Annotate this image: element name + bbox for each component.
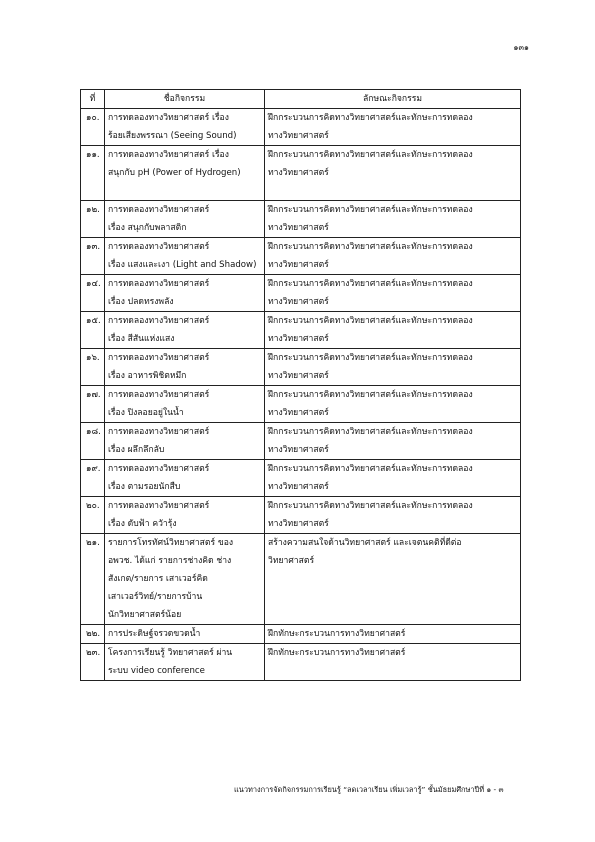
activity-type-line: ฝึกกระบวนการคิดทางวิทยาศาสตร์และทักษะการทดลอง: [268, 353, 473, 363]
activity-type-cell: [265, 146, 521, 201]
row-number: ๒๓.: [81, 644, 105, 681]
row-number: ๑๖.: [81, 349, 105, 386]
table-row: [81, 386, 521, 423]
table-row: [81, 534, 521, 625]
activity-name-line: การทดลองทางวิทยาศาสตร์: [108, 464, 210, 474]
activity-type-line: ฝึกทักษะกระบวนการทางวิทยาศาสตร์: [268, 648, 406, 658]
activity-name-line: การทดลองทางวิทยาศาสตร์ เรื่อง: [108, 150, 229, 160]
activity-type-cell: [265, 644, 521, 681]
activity-type-line: [268, 588, 517, 606]
row-number: ๒๐.: [81, 497, 105, 534]
row-number: ๑๙.: [81, 460, 105, 497]
activity-name-cell: [105, 349, 265, 386]
activity-type-cell: [265, 238, 521, 275]
table-row: [81, 423, 521, 460]
row-number: ๑๐.: [81, 109, 105, 146]
activity-name-line: เรื่อง แสงและเงา (Light and Shadow): [108, 260, 257, 270]
activity-name-cell: [105, 625, 265, 644]
row-number: ๑๔.: [81, 275, 105, 312]
activity-type-line: [268, 570, 517, 588]
activity-type-line: ทางวิทยาศาสตร์: [268, 408, 329, 418]
activity-name-line: เรื่อง ผลึกลึกลับ: [108, 445, 165, 455]
table-row: [81, 460, 521, 497]
activity-type-cell: [265, 312, 521, 349]
row-number: ๑๘.: [81, 423, 105, 460]
activity-name-line: การทดลองทางวิทยาศาสตร์: [108, 205, 210, 215]
activity-type-line: ทางวิทยาศาสตร์: [268, 445, 329, 455]
header-activity-type: ลักษณะกิจกรรม: [265, 90, 521, 109]
activity-name-cell: [105, 146, 265, 201]
activity-name-line: เรื่อง ปลดทรงพลัง: [108, 297, 174, 307]
activity-name-line: เรื่อง ปิงลอยอยู่ในน้ำ: [108, 408, 184, 418]
table-row: [81, 275, 521, 312]
page-number: ๑๓๑: [513, 43, 529, 52]
table-row: [81, 349, 521, 386]
activity-type-line: [268, 182, 517, 200]
activity-name-cell: [105, 460, 265, 497]
table-row: [81, 146, 521, 201]
row-number: ๑๒.: [81, 201, 105, 238]
activity-type-cell: [265, 386, 521, 423]
activity-type-line: ฝึกกระบวนการคิดทางวิทยาศาสตร์และทักษะการทดลอง: [268, 501, 473, 511]
activity-type-cell: [265, 497, 521, 534]
activity-type-line: ทางวิทยาศาสตร์: [268, 482, 329, 492]
activity-name-line: เรื่อง อาหารพิชิตหมึก: [108, 371, 187, 381]
activity-type-line: สร้างความสนใจด้านวิทยาศาสตร์ และเจตนคติที่ดีต่อ: [268, 538, 462, 548]
page-footer: แนวทางการจัดกิจกรรมการเรียนรู้ “ลดเวลาเรียน เพิ่มเวลารู้” ชั้นมัธยมศึกษาปีที่ ๑ - ๓: [234, 785, 504, 794]
activity-type-cell: [265, 109, 521, 146]
table-row: [81, 312, 521, 349]
activity-type-line: [268, 606, 517, 624]
activity-type-line: วิทยาศาสตร์: [268, 556, 315, 566]
activity-type-line: ทางวิทยาศาสตร์: [268, 260, 329, 270]
activity-name-line: การทดลองทางวิทยาศาสตร์: [108, 242, 210, 252]
table-row: [81, 497, 521, 534]
activity-name-line: ร้อยเสียงพรรณา (Seeing Sound): [108, 131, 237, 141]
activity-type-cell: [265, 534, 521, 625]
header-activity-name: ชื่อกิจกรรม: [105, 90, 265, 109]
activity-type-cell: [265, 423, 521, 460]
activity-name-cell: [105, 386, 265, 423]
table-row: [81, 625, 521, 644]
activity-type-line: ทางวิทยาศาสตร์: [268, 334, 329, 344]
table-row: [81, 109, 521, 146]
activity-name-line: เสาเวอร์วิทย์/รายการบ้าน: [108, 592, 203, 602]
activity-type-line: ฝึกกระบวนการคิดทางวิทยาศาสตร์และทักษะการทดลอง: [268, 150, 473, 160]
activity-type-line: [268, 662, 517, 680]
activity-name-line: เรื่อง สีสันแห่งแสง: [108, 334, 175, 344]
row-number: ๑๕.: [81, 312, 105, 349]
activity-name-line: เรื่อง ดับฟ้า ควัารุ้ง: [108, 519, 177, 529]
activity-name-line: เรื่อง สนุกกับพลาสติก: [108, 223, 187, 233]
activity-type-cell: [265, 275, 521, 312]
activity-type-line: ทางวิทยาศาสตร์: [268, 519, 329, 529]
activity-name-cell: [105, 312, 265, 349]
row-number: ๒๑.: [81, 534, 105, 625]
activity-name-cell: [105, 497, 265, 534]
activity-name-cell: [105, 109, 265, 146]
activity-name-line: โครงการเรียนรู้ วิทยาศาสตร์ ผ่าน: [108, 648, 233, 658]
activity-type-line: ทางวิทยาศาสตร์: [268, 168, 329, 178]
activity-name-cell: [105, 201, 265, 238]
activity-name-line: การทดลองทางวิทยาศาสตร์: [108, 279, 210, 289]
activity-type-line: ฝึกกระบวนการคิดทางวิทยาศาสตร์และทักษะการทดลอง: [268, 279, 473, 289]
activity-type-line: ฝึกทักษะกระบวนการทางวิทยาศาสตร์: [268, 629, 406, 639]
row-number: ๑๑.: [81, 146, 105, 201]
activity-name-line: การทดลองทางวิทยาศาสตร์: [108, 501, 210, 511]
activity-type-line: ฝึกกระบวนการคิดทางวิทยาศาสตร์และทักษะการทดลอง: [268, 427, 473, 437]
header-no: ที่: [81, 90, 105, 109]
activity-type-line: ทางวิทยาศาสตร์: [268, 131, 329, 141]
activity-type-line: ฝึกกระบวนการคิดทางวิทยาศาสตร์และทักษะการทดลอง: [268, 464, 473, 474]
activity-name-line: การทดลองทางวิทยาศาสตร์: [108, 316, 210, 326]
activity-name-line: รายการโทรทัศน์วิทยาศาสตร์ ของ: [108, 538, 234, 548]
activity-type-line: ฝึกกระบวนการคิดทางวิทยาศาสตร์และทักษะการทดลอง: [268, 242, 473, 252]
table-header-row: [81, 90, 521, 109]
table-row: [81, 201, 521, 238]
activity-name-line: สนุกกับ pH (Power of Hydrogen): [108, 168, 241, 178]
activity-table: [80, 89, 521, 681]
activity-name-cell: [105, 423, 265, 460]
activity-name-line: การทดลองทางวิทยาศาสตร์: [108, 390, 210, 400]
activity-type-line: ทางวิทยาศาสตร์: [268, 297, 329, 307]
activity-name-cell: [105, 644, 265, 681]
activity-name-line: การทดลองทางวิทยาศาสตร์: [108, 427, 210, 437]
activity-name-line: [108, 182, 261, 200]
activity-type-cell: [265, 625, 521, 644]
activity-type-line: ฝึกกระบวนการคิดทางวิทยาศาสตร์และทักษะการทดลอง: [268, 316, 473, 326]
activity-name-line: สังเกต/รายการ เสาเวอร์คิด: [108, 574, 208, 584]
activity-name-line: ระบบ video conference: [108, 666, 205, 676]
activity-type-cell: [265, 349, 521, 386]
activity-type-line: ฝึกกระบวนการคิดทางวิทยาศาสตร์และทักษะการทดลอง: [268, 113, 473, 123]
activity-name-cell: [105, 275, 265, 312]
activity-name-line: อพวช. ได้แก่ รายการช่างคิด ช่าง: [108, 556, 232, 566]
activity-type-cell: [265, 460, 521, 497]
activity-name-line: การทดลองทางวิทยาศาสตร์: [108, 353, 210, 363]
activity-name-line: การประดิษฐ์จรวดขวดน้ำ: [108, 629, 201, 639]
activity-name-cell: [105, 534, 265, 625]
activity-type-line: ฝึกกระบวนการคิดทางวิทยาศาสตร์และทักษะการทดลอง: [268, 205, 473, 215]
table-row: [81, 238, 521, 275]
activity-name-cell: [105, 238, 265, 275]
activity-type-line: ฝึกกระบวนการคิดทางวิทยาศาสตร์และทักษะการทดลอง: [268, 390, 473, 400]
row-number: ๑๗.: [81, 386, 105, 423]
activity-type-line: ทางวิทยาศาสตร์: [268, 223, 329, 233]
row-number: ๒๒.: [81, 625, 105, 644]
row-number: ๑๓.: [81, 238, 105, 275]
activity-type-cell: [265, 201, 521, 238]
activity-name-line: นักวิทยาศาสตร์น้อย: [108, 610, 182, 620]
activity-name-line: เรื่อง ตามรอยนักสืบ: [108, 482, 181, 492]
activity-type-line: ทางวิทยาศาสตร์: [268, 371, 329, 381]
activity-name-line: การทดลองทางวิทยาศาสตร์ เรื่อง: [108, 113, 229, 123]
table-row: [81, 644, 521, 681]
